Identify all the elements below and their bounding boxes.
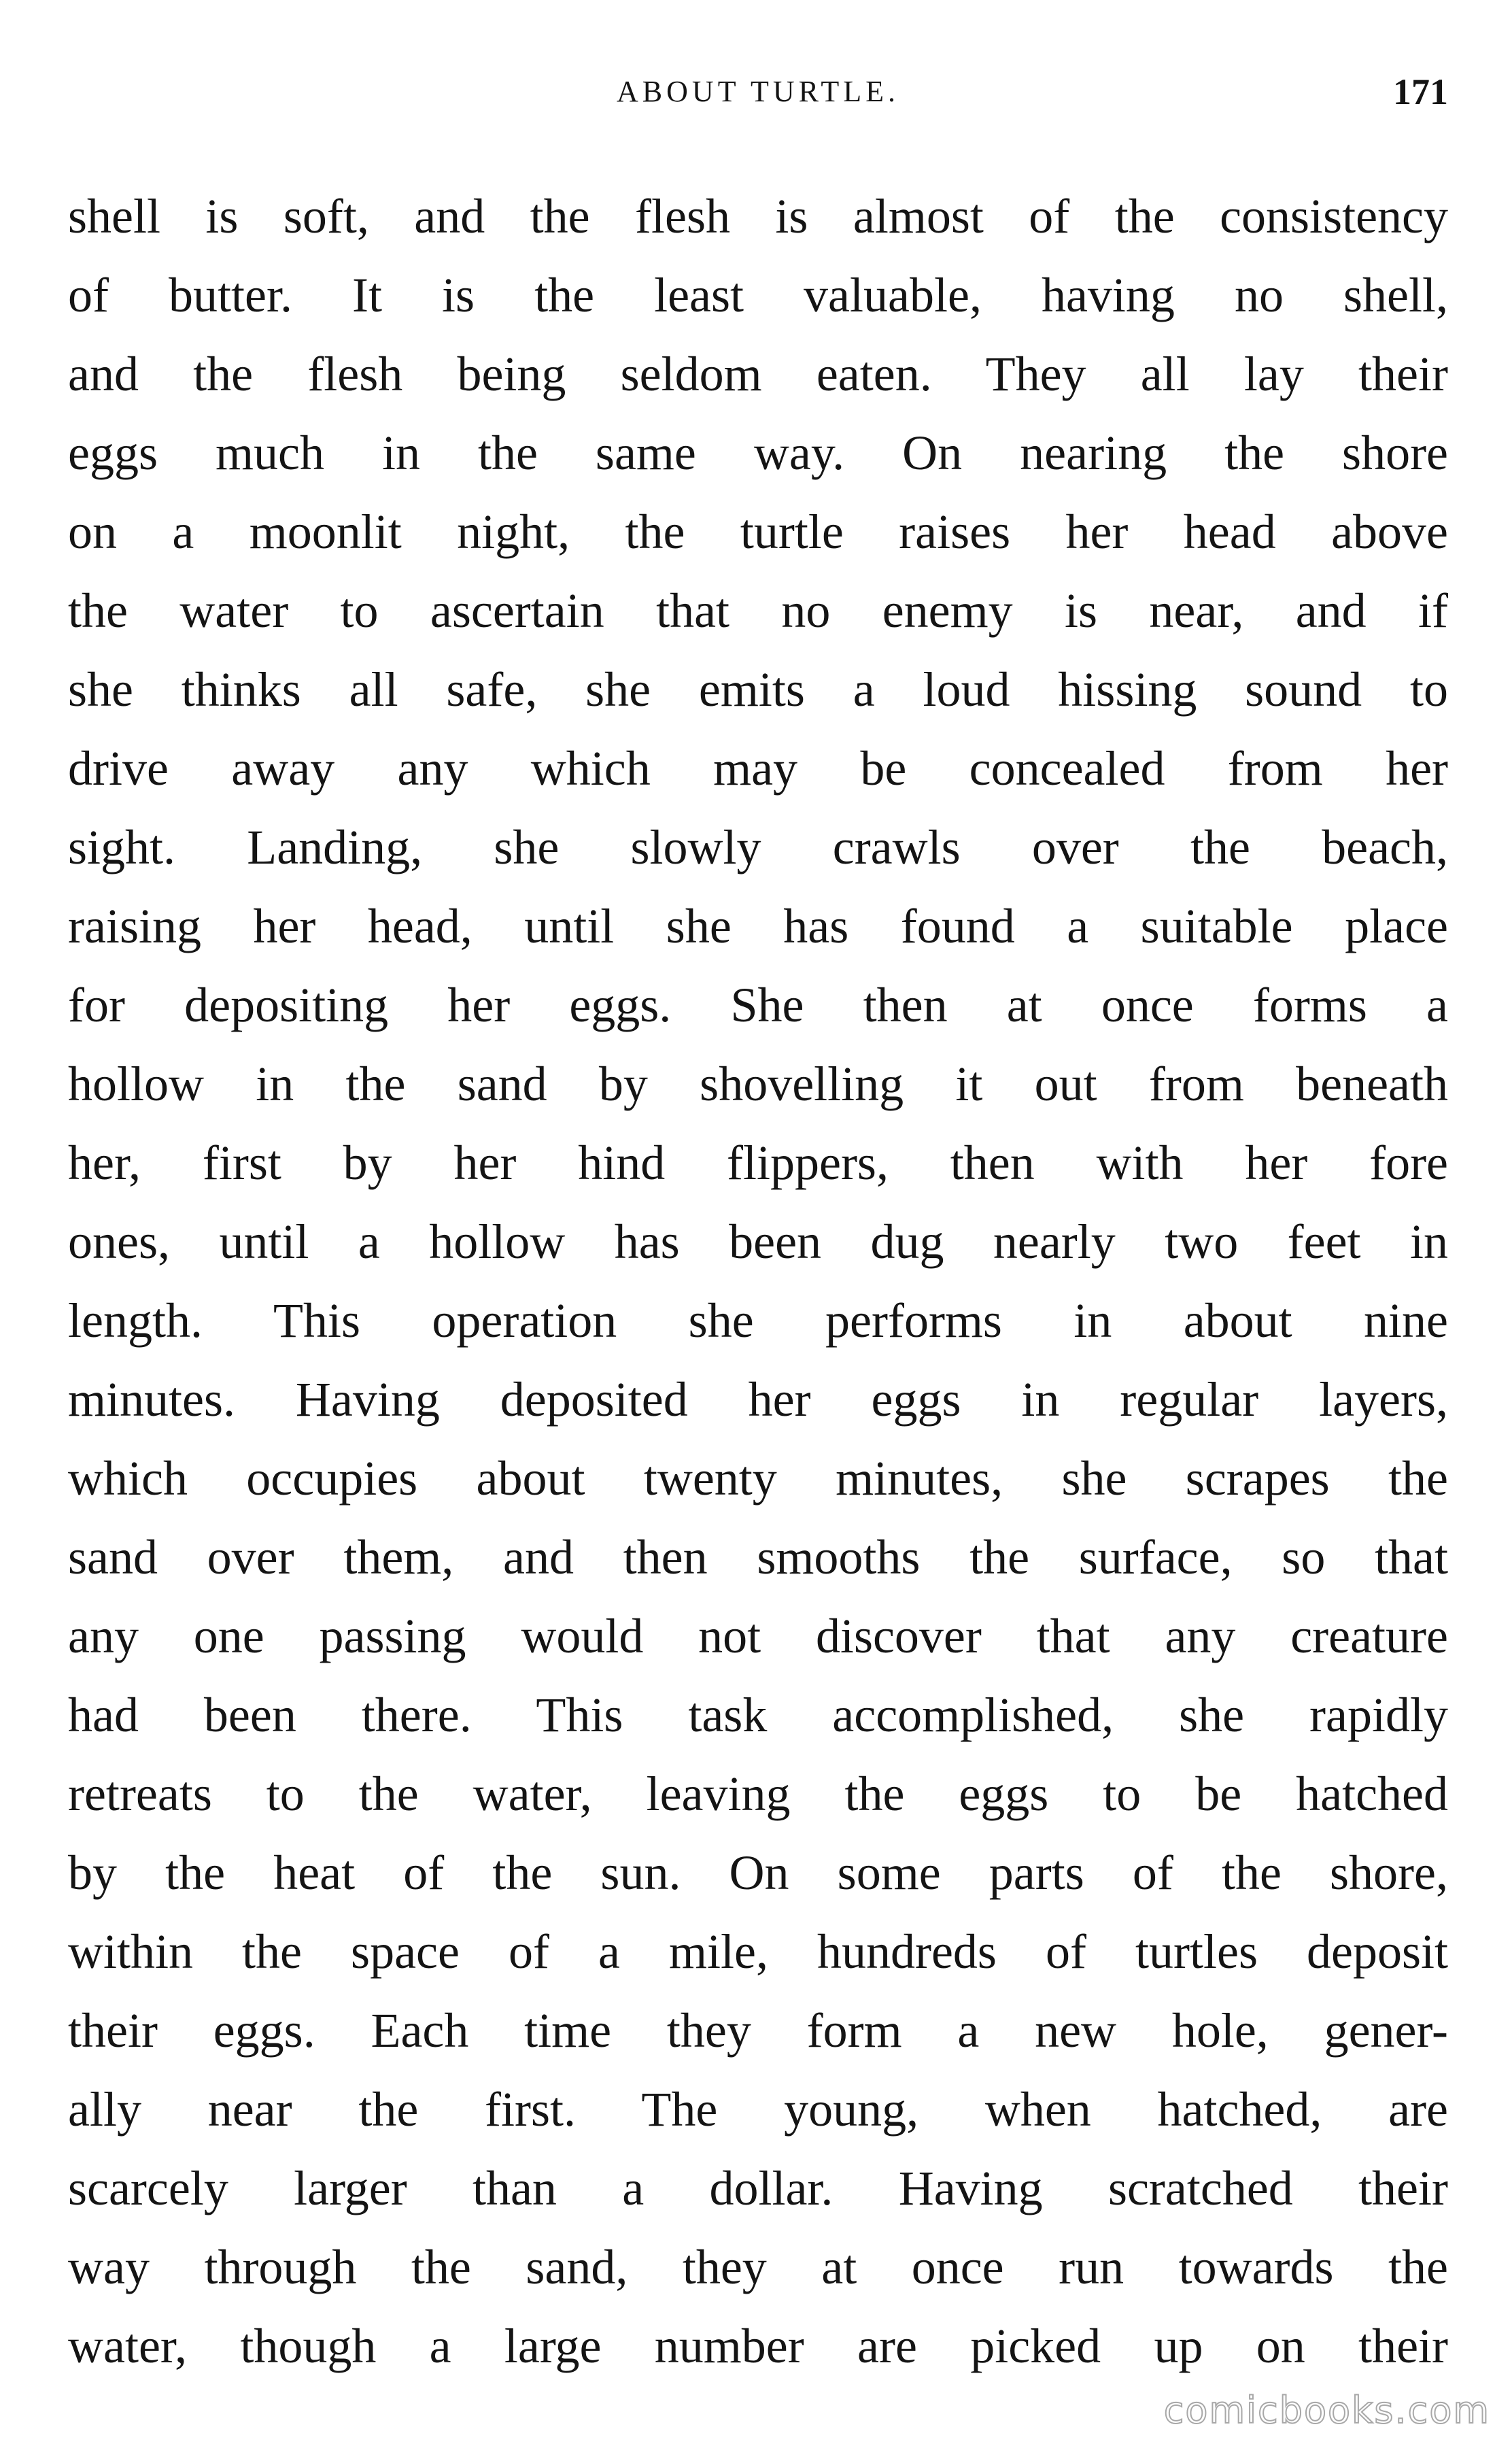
text-line: their eggs. Each time they form a new hole, gener- xyxy=(68,2003,1448,2058)
text-line: way through the sand, they at once run towards the xyxy=(68,2240,1448,2294)
text-line: her, first by her hind flippers, then with her fore xyxy=(68,1136,1448,1190)
text-line: sight. Landing, she slowly crawls over the beach, xyxy=(68,820,1448,874)
text-line: she thinks all safe, she emits a loud hissing sound to xyxy=(68,662,1448,717)
page-number: 171 xyxy=(1393,71,1448,112)
text-line: of butter. It is the least valuable, having no shell, xyxy=(68,268,1448,322)
text-line: raising her head, until she has found a suitable place xyxy=(68,899,1448,953)
text-line: minutes. Having deposited her eggs in regular layers, xyxy=(68,1372,1448,1427)
text-line: shell is soft, and the flesh is almost of the consistency xyxy=(68,189,1448,243)
text-line: hollow in the sand by shovelling it out from beneath xyxy=(68,1057,1448,1111)
running-head xyxy=(68,65,1448,119)
text-line: within the space of a mile, hundreds of turtles deposit xyxy=(68,1924,1448,1979)
text-line: by the heat of the sun. On some parts of the shore, xyxy=(68,1846,1448,1900)
text-line: had been there. This task accomplished, she rapidly xyxy=(68,1688,1448,1742)
text-line: water, though a large number are picked up on their xyxy=(68,2319,1448,2373)
text-line: on a moonlit night, the turtle raises her head above xyxy=(68,505,1448,559)
text-line: drive away any which may be concealed from her xyxy=(68,741,1448,796)
watermark: comicbooks.com xyxy=(1163,2389,1490,2432)
text-line: which occupies about twenty minutes, she scrapes the xyxy=(68,1451,1448,1506)
text-line: ally near the first. The young, when hatched, are xyxy=(68,2082,1448,2137)
text-line: retreats to the water, leaving the eggs to be hatched xyxy=(68,1767,1448,1821)
text-line: length. This operation she performs in about nine xyxy=(68,1293,1448,1348)
body-text xyxy=(68,177,1448,2385)
text-line: scarcely larger than a dollar. Having scratched their xyxy=(68,2161,1448,2215)
running-title: ABOUT TURTLE. xyxy=(617,75,899,108)
text-line: the water to ascertain that no enemy is near, and if xyxy=(68,583,1448,638)
text-line: and the flesh being seldom eaten. They all lay their xyxy=(68,347,1448,401)
text-line: ones, until a hollow has been dug nearly two feet in xyxy=(68,1214,1448,1269)
text-line: eggs much in the same way. On nearing the shore xyxy=(68,426,1448,480)
text-line: any one passing would not discover that any creature xyxy=(68,1609,1448,1663)
text-line: for depositing her eggs. She then at once forms a xyxy=(68,978,1448,1032)
text-line: sand over them, and then smooths the surface, so that xyxy=(68,1530,1448,1584)
